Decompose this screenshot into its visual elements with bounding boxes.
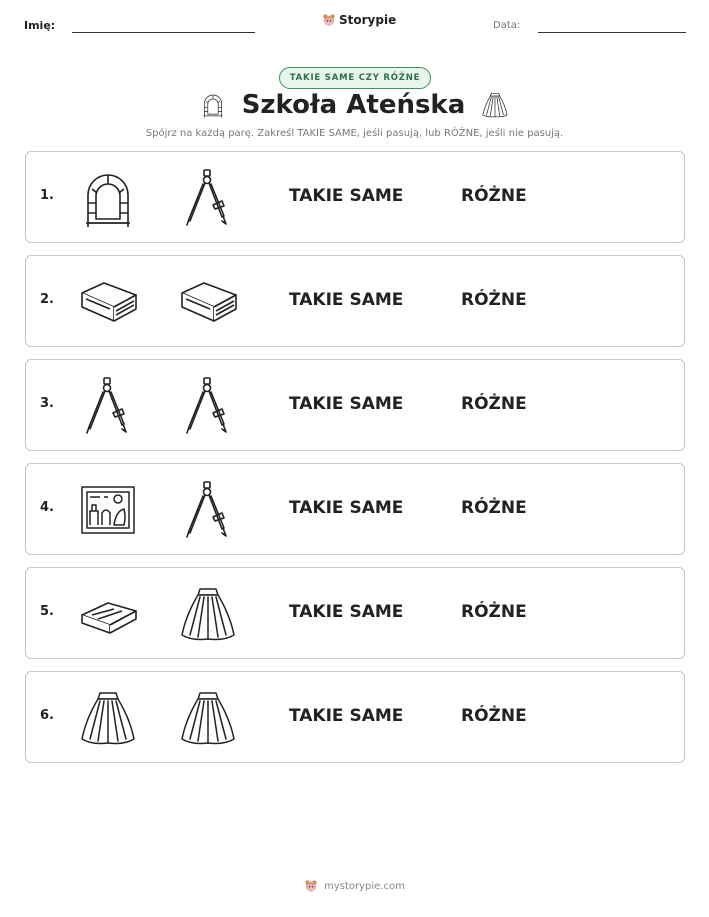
option-same[interactable]: TAKIE SAME [289,394,404,414]
compass-icon [178,377,238,435]
tablet-icon [78,585,138,643]
painting-icon [78,481,138,539]
option-same[interactable]: TAKIE SAME [289,186,404,206]
pair-row [25,463,685,555]
brand-name: Storypie [339,13,397,27]
worksheet-type-badge: TAKIE SAME CZY RÓŻNE [279,67,431,89]
book-icon [78,273,138,331]
window-arch-icon [78,169,138,227]
page-header [0,0,709,50]
option-same[interactable]: TAKIE SAME [289,498,404,518]
option-different[interactable]: RÓŻNE [461,394,527,414]
option-different[interactable]: RÓŻNE [461,498,527,518]
name-label: Imię: [24,19,56,32]
option-same[interactable]: TAKIE SAME [289,706,404,726]
name-field-line[interactable] [72,32,255,33]
option-different[interactable]: RÓŻNE [461,290,527,310]
title-row [0,90,709,120]
option-same[interactable]: TAKIE SAME [289,602,404,622]
footer-url[interactable]: mystorypie.com [324,880,405,892]
page-footer [0,879,709,893]
cape-icon [78,689,138,747]
brand-logo [322,13,396,27]
option-different[interactable]: RÓŻNE [461,706,527,726]
row-number: 2. [40,292,54,307]
row-number: 3. [40,396,54,411]
cape-icon [178,585,238,643]
option-different[interactable]: RÓŻNE [461,186,527,206]
compass-icon [178,169,238,227]
compass-icon [178,481,238,539]
cape-icon [178,689,238,747]
compass-icon [78,377,138,435]
option-different[interactable]: RÓŻNE [461,602,527,622]
bear-logo-icon [322,13,336,27]
pair-row [25,255,685,347]
pair-row [25,151,685,243]
bear-logo-icon [304,879,318,893]
pair-row [25,359,685,451]
date-field-line[interactable] [538,32,686,33]
page-title: Szkoła Ateńska [241,90,466,120]
row-number: 5. [40,604,54,619]
pair-row [25,671,685,763]
option-same[interactable]: TAKIE SAME [289,290,404,310]
instructions: Spójrz na każdą parę. Zakreśl TAKIE SAME, jeśli pasują, lub RÓŻNE, jeśli nie pasują. [145,128,564,139]
row-number: 6. [40,708,54,723]
book-icon [178,273,238,331]
row-number: 4. [40,500,54,515]
date-label: Data: [493,20,521,31]
row-number: 1. [40,188,54,203]
cape-icon [481,91,509,119]
window-arch-icon [200,92,226,118]
pair-row [25,567,685,659]
